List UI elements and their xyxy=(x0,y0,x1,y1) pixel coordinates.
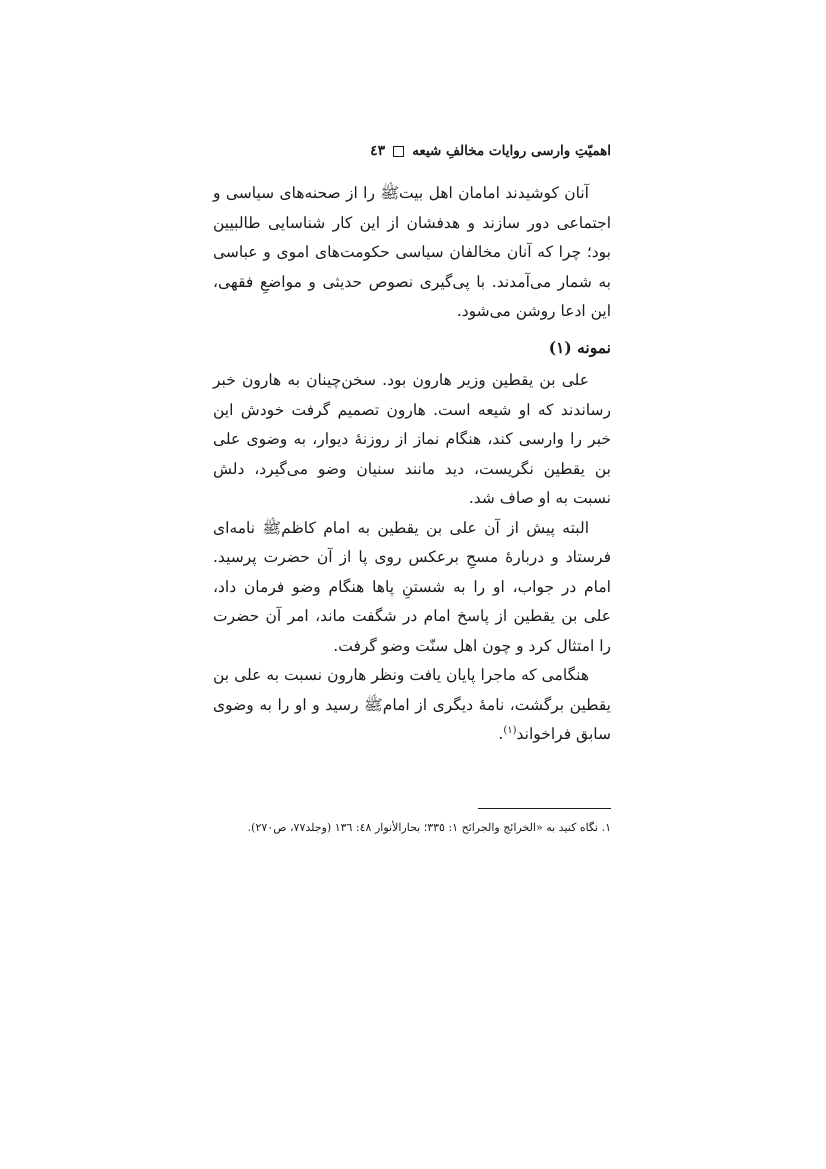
running-header xyxy=(213,143,611,159)
page-number: ٤٣ xyxy=(370,143,386,159)
section-heading: نمونه (۱) xyxy=(548,337,611,357)
square-icon xyxy=(393,146,404,157)
paragraph-2: علی بن یقطین وزیر هارون بود. سخن‌چینان به هارون خبر رساندند که او شیعه است. هارون تصمیم گرفت خودش این خبر را وارسی کند، هنگام نماز از روزنۀ دیوار، به وضوی علی بن یقطین نگریست، دید مانند سنیان وضو می‌گیرد، دلش نسبت به او صاف شد. xyxy=(213,371,611,507)
footnote-text: نگاه کنید به «الخرائج والجرائح ١: ٣٣٥؛ بحارالأنوار ٤٨: ١٣٦ (وجلد٧٧، ص٢٧٠). xyxy=(247,821,602,834)
footnote xyxy=(213,819,611,837)
footnote-divider xyxy=(478,808,611,809)
footnote-reference[interactable]: (۱) xyxy=(503,724,517,736)
paragraph-4-end: . xyxy=(498,725,504,743)
paragraph-4-text: هنگامی که ماجرا پایان یافت ونظر هارون نسبت به علی بن یقطین برگشت، نامۀ دیگری از امامﷺ رسید و او را به وضوی سابق فراخواند xyxy=(213,666,611,743)
paragraph-4 xyxy=(213,661,611,750)
paragraph-1: آنان کوشیدند امامان اهل بیتﷺ را از صحنه‌های سیاسی و اجتماعی دور سازند و هدفشان از این کار شناسایی طالبیین بود؛ چرا که آنان مخالفان سیاسی حکومت‌های اموی و عباسی به شمار می‌آمدند. با پی‌گیری نصوص حدیثی و مواضعِ فقهی، این ادعا روشن می‌شود. xyxy=(213,184,611,320)
footnote-number: ١. xyxy=(601,821,611,834)
body-text xyxy=(213,179,611,750)
running-header-title: اهمیّتِ وارسی روایات مخالفِ شیعه xyxy=(412,143,611,159)
paragraph-3: البته پیش از آن علی بن یقطین به امام کاظمﷺ نامه‌ای فرستاد و دربارۀ مسحِ برعکس روی پا از آن حضرت پرسید. امام در جواب، او را به شستنِ پاها هنگام وضو فرمان داد، علی بن یقطین از پاسخ امام در شگفت ماند، امر آن حضرت را امتثال کرد و چون اهل سنّت وضو گرفت. xyxy=(213,518,611,655)
